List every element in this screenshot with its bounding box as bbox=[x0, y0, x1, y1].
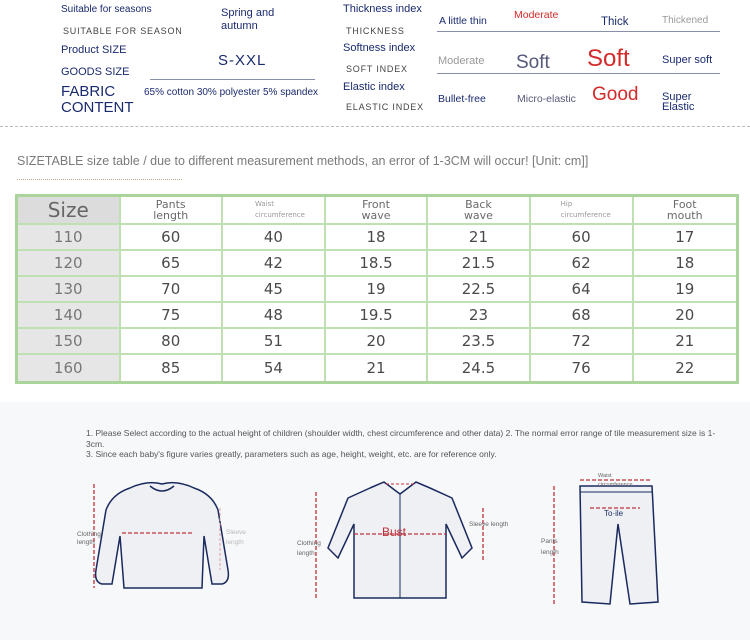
shirt-sleeve-label: Sleeve length bbox=[469, 521, 509, 528]
table-cell: 60 bbox=[121, 225, 223, 251]
season-label-en: SUITABLE FOR SEASON bbox=[63, 26, 183, 36]
season-value-2: autumn bbox=[221, 20, 258, 32]
table-cell: 22.5 bbox=[428, 277, 530, 303]
table-cell: 76 bbox=[531, 355, 634, 381]
table-cell: 51 bbox=[223, 329, 326, 355]
table-cell: 23 bbox=[428, 303, 530, 329]
size-table-header-row bbox=[18, 197, 736, 225]
table-cell: 18.5 bbox=[326, 251, 428, 277]
table-cell: 62 bbox=[531, 251, 634, 277]
softness-underline bbox=[437, 73, 720, 74]
size-label-en: GOODS SIZE bbox=[61, 66, 130, 78]
softness-option-3: Soft bbox=[587, 45, 630, 72]
header-size: Size bbox=[18, 197, 121, 225]
table-cell: 75 bbox=[121, 303, 223, 329]
size-cell: 160 bbox=[18, 355, 121, 381]
table-cell: 72 bbox=[531, 329, 634, 355]
header-pants-length: Pants length bbox=[121, 197, 223, 225]
fabric-value: 65% cotton 30% polyester 5% spandex bbox=[144, 87, 318, 98]
size-cell: 140 bbox=[18, 303, 121, 329]
softness-option-2: Soft bbox=[516, 52, 550, 73]
pants-toile-label: To·ile bbox=[604, 509, 624, 518]
table-cell: 21.5 bbox=[428, 251, 530, 277]
table-cell: 19 bbox=[326, 277, 428, 303]
size-underline bbox=[150, 79, 315, 80]
table-cell: 65 bbox=[121, 251, 223, 277]
elastic-option-4: Super Elastic bbox=[662, 91, 695, 113]
table-cell: 24.5 bbox=[428, 355, 530, 381]
table-cell: 68 bbox=[531, 303, 634, 329]
table-cell: 19 bbox=[634, 277, 737, 303]
notes-text: 1. Please Select according to the actual height of children (shoulder width, chest circumference and other data) 2. The normal error range of tile measurement size is 1-3cm. 3. Since each baby's figure varies greatly, parameters such as age, height, weight, etc. are for reference only. bbox=[86, 428, 716, 459]
table-cell: 18 bbox=[634, 251, 737, 277]
elastic-option-1: Bullet-free bbox=[438, 93, 486, 105]
size-cell: 150 bbox=[18, 329, 121, 355]
top-separator bbox=[0, 126, 750, 127]
thickness-option-3: Thick bbox=[601, 16, 629, 28]
table-cell: 20 bbox=[326, 329, 428, 355]
table-cell: 54 bbox=[223, 355, 326, 381]
fabric-label-1: FABRIC bbox=[61, 83, 116, 100]
season-value-1: Spring and bbox=[221, 7, 275, 19]
header-hip: Hip circumference bbox=[531, 197, 634, 225]
table-row bbox=[18, 329, 736, 355]
table-cell: 21 bbox=[428, 225, 530, 251]
softness-option-1: Moderate bbox=[438, 55, 485, 67]
table-cell: 21 bbox=[634, 329, 737, 355]
thickness-option-1: A little thin bbox=[439, 15, 487, 27]
size-cell: 120 bbox=[18, 251, 121, 277]
table-cell: 20 bbox=[634, 303, 737, 329]
table-row bbox=[18, 355, 736, 381]
table-cell: 85 bbox=[121, 355, 223, 381]
thickness-underline bbox=[437, 31, 720, 32]
shirt-clothing-label: Clothing length bbox=[297, 540, 321, 557]
elastic-option-2: Micro-elastic bbox=[517, 93, 576, 105]
table-row bbox=[18, 303, 736, 329]
season-label: Suitable for seasons bbox=[61, 4, 152, 15]
elastic-label: Elastic index bbox=[343, 81, 405, 93]
softness-option-4: Super soft bbox=[662, 54, 713, 66]
shirt-bust-label: Bust bbox=[382, 525, 407, 539]
thickness-option-2: Moderate bbox=[514, 9, 559, 21]
fabric-label-2: CONTENT bbox=[61, 99, 134, 116]
thickness-label: Thickness index bbox=[343, 3, 422, 15]
header-waist: Waist circumference bbox=[223, 197, 326, 225]
table-cell: 23.5 bbox=[428, 329, 530, 355]
softness-label-en: SOFT INDEX bbox=[346, 64, 408, 74]
thickness-label-en: THICKNESS bbox=[346, 26, 405, 36]
table-row bbox=[18, 277, 736, 303]
elastic-option-3: Good bbox=[592, 84, 639, 105]
size-table bbox=[15, 194, 739, 384]
header-front-wave: Front wave bbox=[326, 197, 428, 225]
size-table-title: SIZETABLE size table / due to different measurement methods, an error of 1-3CM will occur! [Unit: cm]] bbox=[17, 154, 589, 168]
table-cell: 60 bbox=[531, 225, 634, 251]
pants-length-label: Pants length bbox=[541, 538, 559, 556]
table-row bbox=[18, 225, 736, 251]
table-cell: 40 bbox=[223, 225, 326, 251]
header-back-wave: Back wave bbox=[428, 197, 530, 225]
softness-label: Softness index bbox=[343, 42, 416, 54]
table-cell: 22 bbox=[675, 359, 695, 377]
shirt-diagram bbox=[300, 478, 500, 603]
table-row bbox=[18, 251, 736, 277]
table-cell: 21 bbox=[326, 355, 428, 381]
table-cell: 80 bbox=[121, 329, 223, 355]
pants-waist-label: Waist circumference bbox=[598, 473, 633, 488]
sweater-clothing-label: Clothing length bbox=[77, 531, 101, 546]
table-cell: 48 bbox=[223, 303, 326, 329]
sweater-sleeve-label: Sleeve length bbox=[226, 529, 246, 546]
size-label: Product SIZE bbox=[61, 44, 127, 56]
table-cell: 70 bbox=[121, 277, 223, 303]
size-cell: 130 bbox=[18, 277, 121, 303]
header-foot-mouth: Foot mouth bbox=[634, 197, 737, 225]
title-dotted-underline bbox=[17, 179, 182, 180]
table-cell: 42 bbox=[223, 251, 326, 277]
size-value: S-XXL bbox=[218, 52, 267, 69]
table-cell: 18 bbox=[326, 225, 428, 251]
table-cell: 45 bbox=[223, 277, 326, 303]
table-cell: 17 bbox=[634, 225, 737, 251]
thickness-option-4: Thickened bbox=[662, 15, 709, 26]
size-cell: 110 bbox=[18, 225, 121, 251]
elastic-label-en: ELASTIC INDEX bbox=[346, 102, 424, 112]
pants-diagram bbox=[540, 470, 680, 610]
table-cell: 19.5 bbox=[326, 303, 428, 329]
table-cell: 64 bbox=[531, 277, 634, 303]
